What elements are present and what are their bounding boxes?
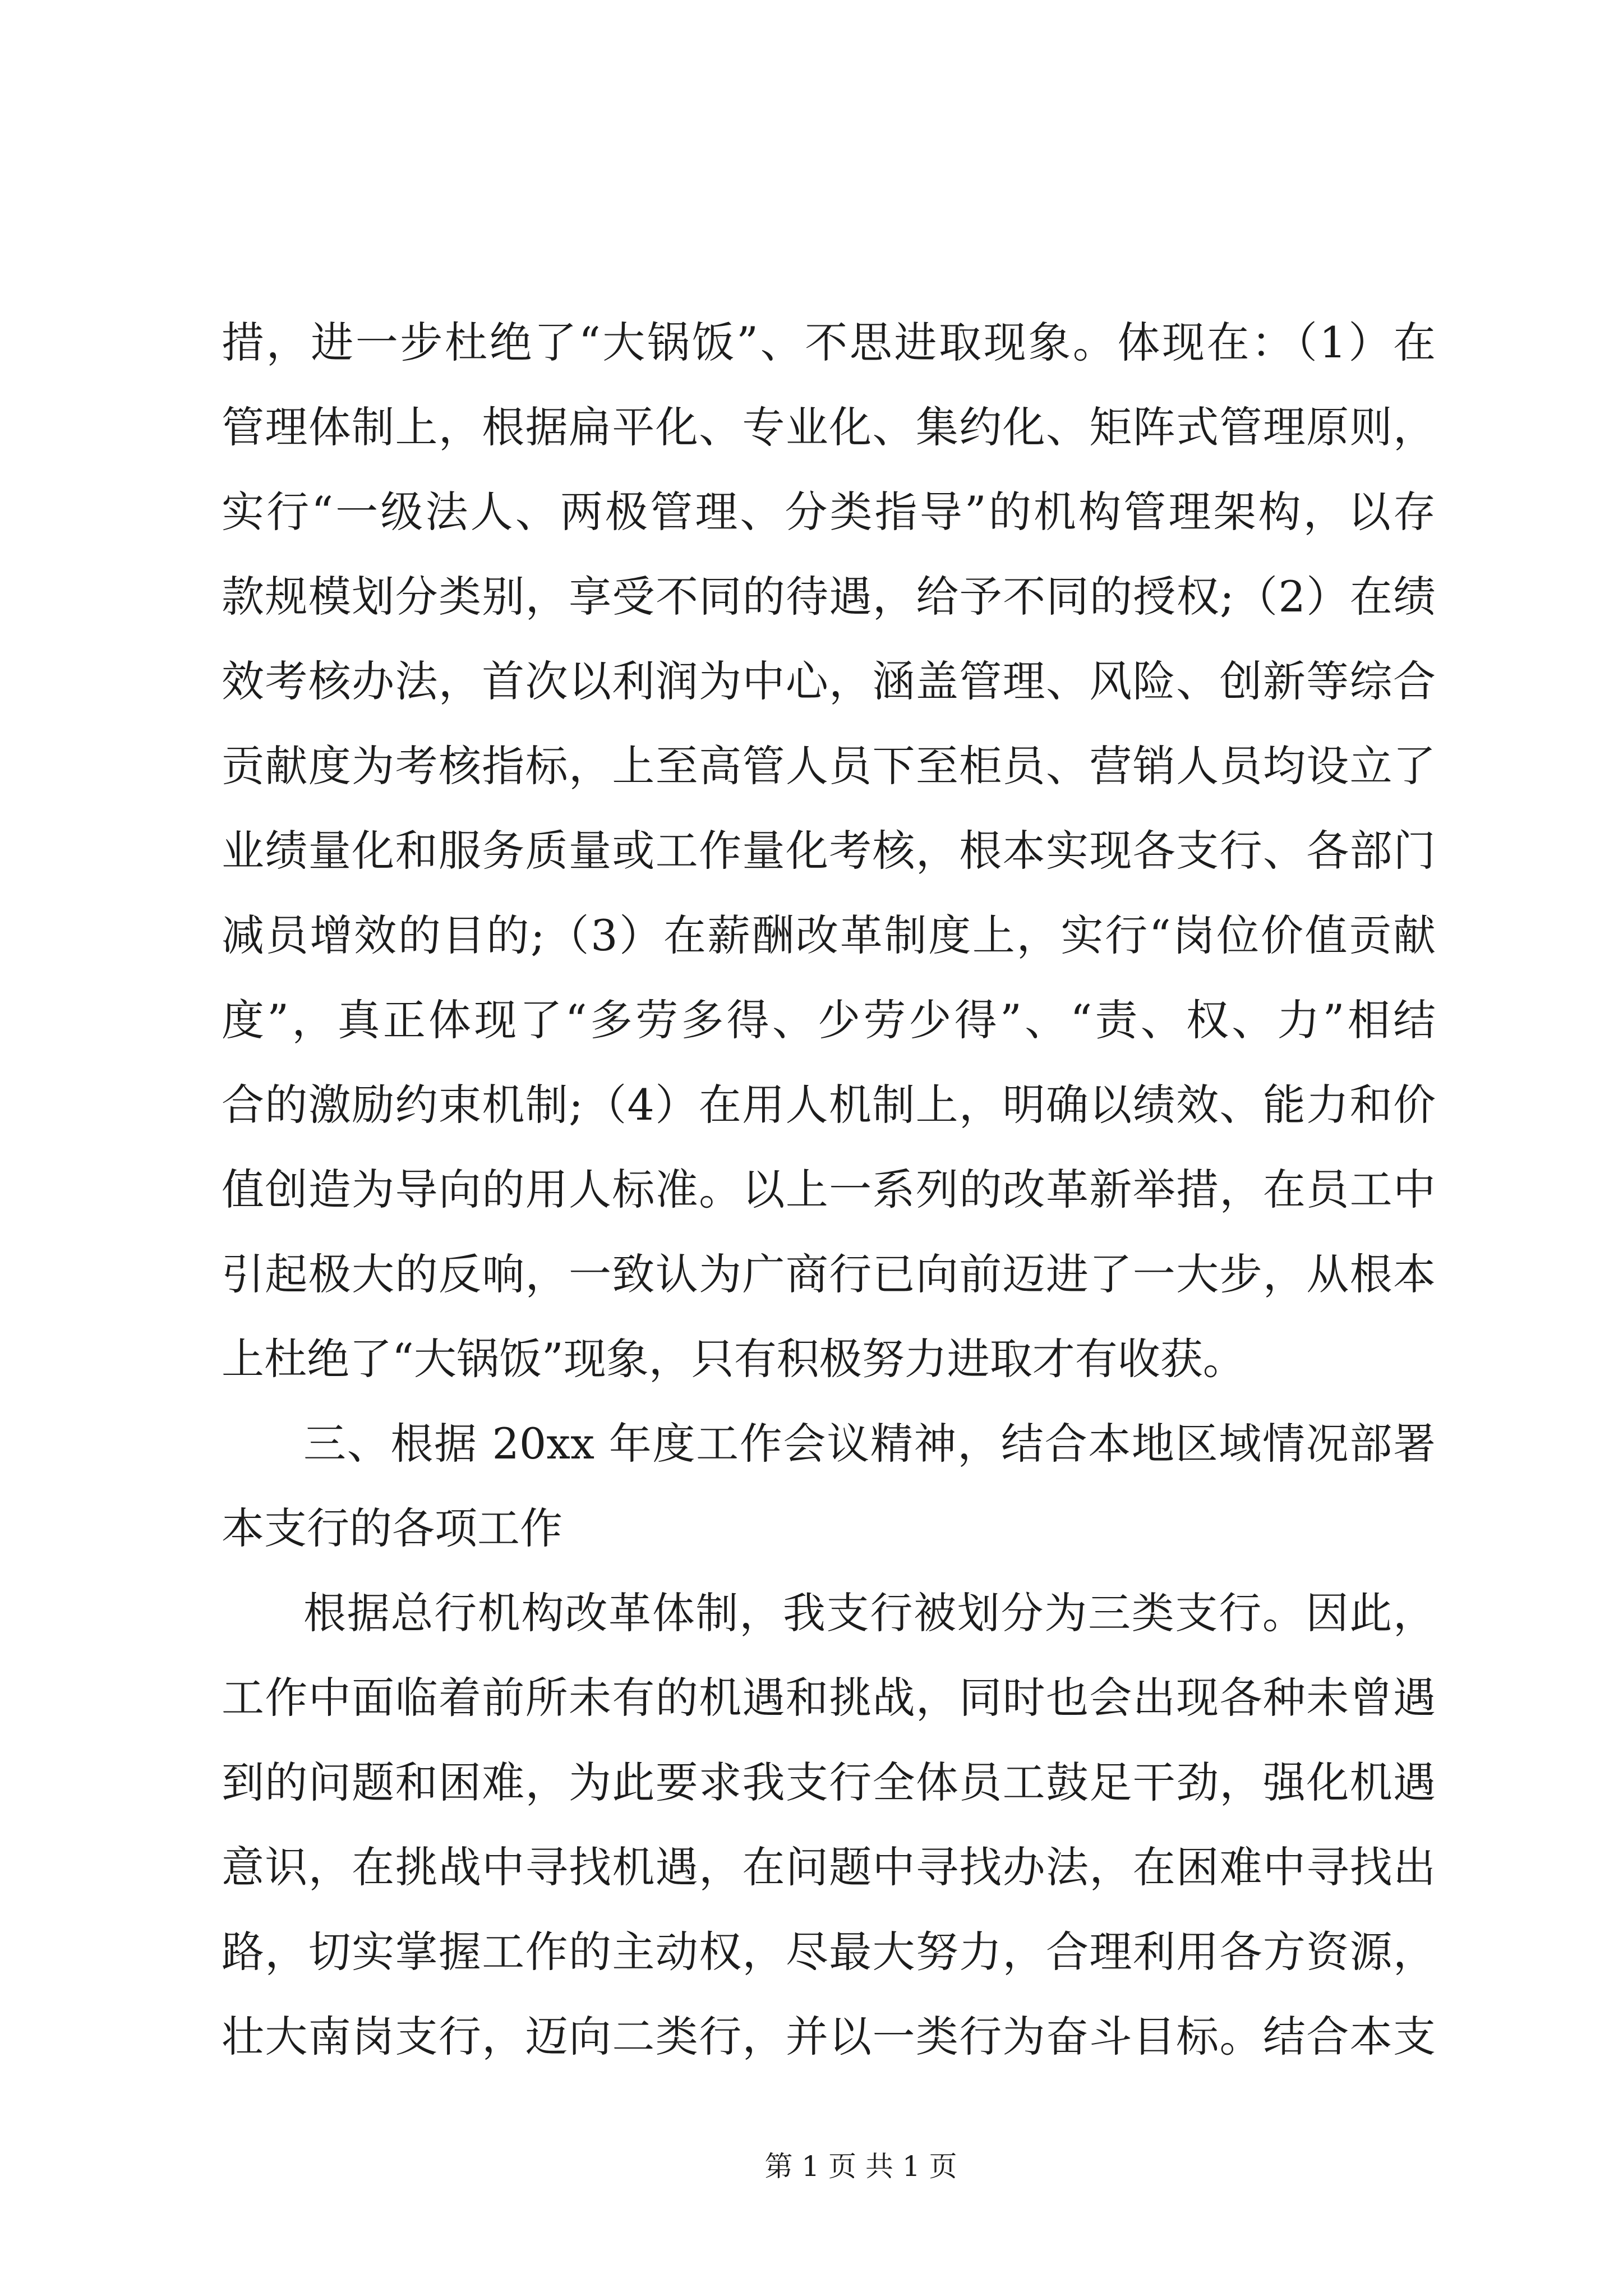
body-text-line: 根据总行机构改革体制，我支行被划分为三类支行。因此，	[303, 1588, 1436, 1638]
body-text-line: 意识，在挑战中寻找机遇，在问题中寻找办法，在困难中寻找出	[222, 1842, 1436, 1892]
body-text-line: 款规模划分类别，享受不同的待遇，给予不同的授权;（2）在绩	[222, 572, 1436, 622]
body-text-line: 壮大南岗支行，迈向二类行，并以一类行为奋斗目标。结合本支	[222, 2012, 1436, 2062]
section-heading-line: 三、根据 20xx 年度工作会议精神，结合本地区域情况部署	[303, 1419, 1436, 1469]
section-heading	[222, 1401, 1436, 1571]
body-text-line: 效考核办法，首次以利润为中心，涵盖管理、风险、创新等综合	[222, 656, 1436, 706]
paragraph-branch-work	[222, 1571, 1436, 2079]
body-text-line: 措，进一步杜绝了“大锅饭”、不思进取现象。体现在：（1）在	[222, 318, 1436, 367]
body-text-line: 上杜绝了“大锅饭”现象，只有积极努力进取才有收获。	[222, 1334, 1246, 1384]
body-text-line: 路，切实掌握工作的主动权，尽最大努力，合理利用各方资源，	[222, 1927, 1436, 1977]
body-text-line: 实行“一级法人、两极管理、分类指导”的机构管理架构，以存	[222, 487, 1436, 537]
body-text-line: 管理体制上，根据扁平化、专业化、集约化、矩阵式管理原则，	[222, 402, 1436, 452]
body-text-line: 值创造为导向的用人标准。以上一系列的改革新举措，在员工中	[222, 1165, 1436, 1214]
document-body	[222, 300, 1436, 2079]
body-text-line: 合的激励约束机制;（4）在用人机制上，明确以绩效、能力和价	[222, 1080, 1436, 1130]
body-text-line: 工作中面临着前所未有的机遇和挑战，同时也会出现各种未曾遇	[222, 1673, 1436, 1723]
body-text-line: 业绩量化和服务质量或工作量化考核，根本实现各支行、各部门	[222, 826, 1436, 876]
body-text-line: 度”，真正体现了“多劳多得、少劳少得”、“责、权、力”相结	[222, 995, 1436, 1045]
body-text-line: 引起极大的反响，一致认为广商行已向前迈进了一大步，从根本	[222, 1249, 1436, 1299]
body-text-line: 减员增效的目的;（3）在薪酬改革制度上，实行“岗位价值贡献	[222, 910, 1436, 960]
paragraph-reform-measures	[222, 300, 1436, 1401]
page-footer: 第 1 页 共 1 页	[764, 2150, 957, 2183]
body-text-line: 贡献度为考核指标，上至高管人员下至柜员、营销人员均设立了	[222, 741, 1436, 791]
body-text-line: 到的问题和困难，为此要求我支行全体员工鼓足干劲，强化机遇	[222, 1757, 1436, 1807]
section-heading-line: 本支行的各项工作	[222, 1503, 562, 1553]
